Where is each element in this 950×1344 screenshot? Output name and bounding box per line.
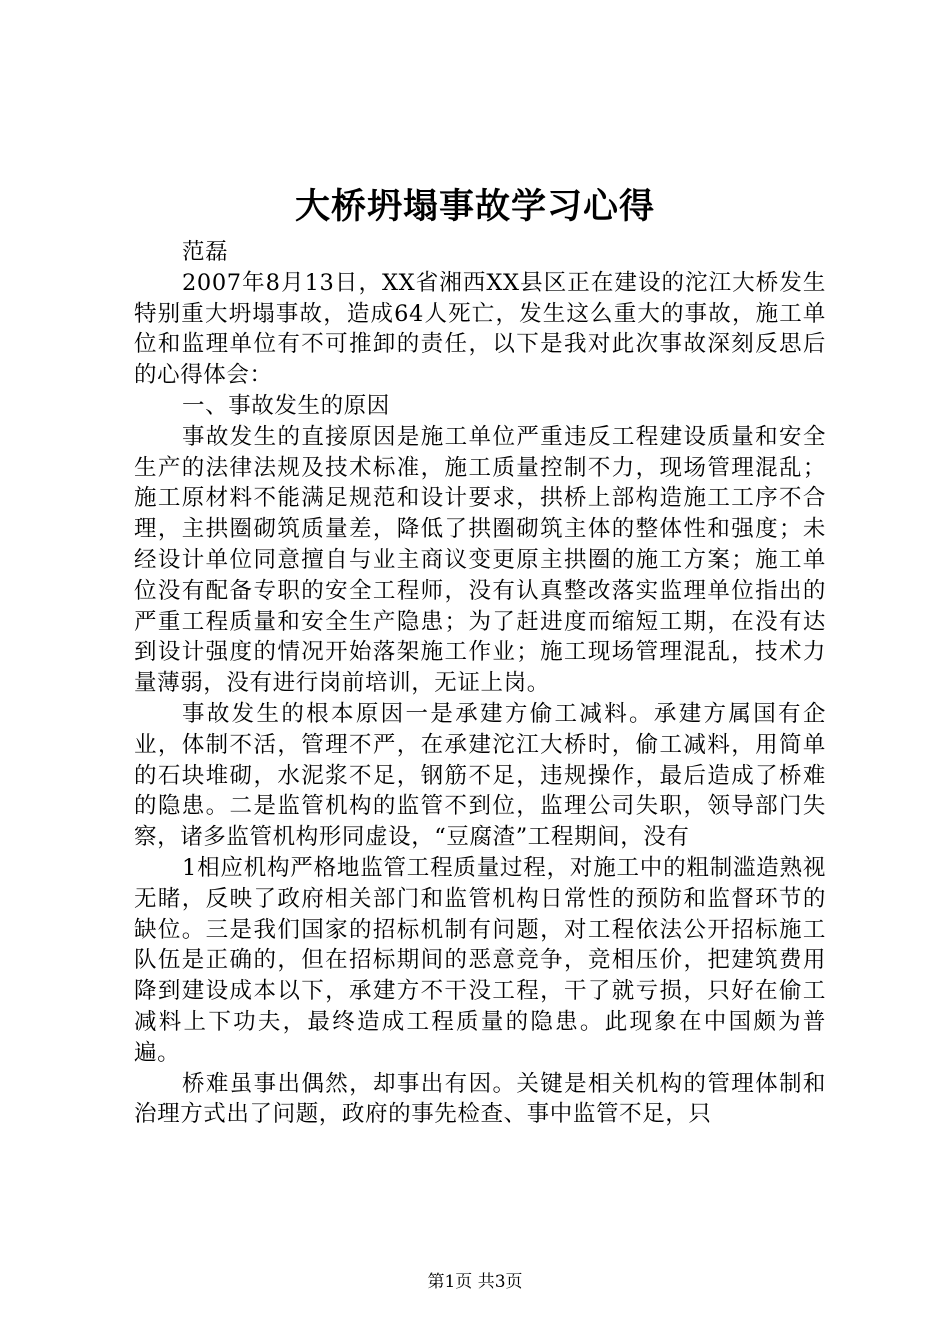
page-footer: 第1页 共3页 (427, 1272, 523, 1292)
section-heading: 一、事故发生的原因 (182, 392, 390, 419)
paragraph-supervision: 1相应机构严格地监管工程质量过程，对施工中的粗制滥造熟视无睹，反映了政府相关部门和监管机构日常性的预防和监督环节的缺位。三是我们国家的招标机制有问题，对工程依法公开招标施工队伍是正确的，但在招标期间的恶意竞争，竞相压价，把建筑费用降到建设成本以下，承建方不干没工程，干了就亏损，只好在偷工减料上下功夫，最终造成工程质量的隐患。此现象在中国颇为普遍。 (134, 854, 826, 1066)
paragraph-intro: 2007年8月13日，XX省湘西XX县区正在建设的沱江大桥发生特别重大坍塌事故，造成64人死亡，发生这么重大的事故，施工单位和监理单位有不可推卸的责任，以下是我对此次事故深刻反思后的心得体会： (134, 269, 826, 389)
author-line: 范磊 (182, 239, 229, 265)
paragraph-direct-cause: 事故发生的直接原因是施工单位严重违反工程建设质量和安全生产的法律法规及技术标准，施工质量控制不力，现场管理混乱；施工原材料不能满足规范和设计要求，拱桥上部构造施工工序不合理，主拱圈砌筑质量差，降低了拱圈砌筑主体的整体性和强度；未经设计单位同意擅自与业主商议变更原主拱圈的施工方案；施工单位没有配备专职的安全工程师，没有认真整改落实监理单位指出的严重工程质量和安全生产隐患；为了赶进度而缩短工期，在没有达到设计强度的情况开始落架施工作业；施工现场管理混乱，技术力量薄弱，没有进行岗前培训，无证上岗。 (134, 423, 826, 697)
document-title: 大桥坍塌事故学习心得 (294, 186, 655, 227)
document-body (134, 237, 826, 1130)
paragraph-conclusion: 桥难虽事出偶然，却事出有因。关键是相关机构的管理体制和治理方式出了问题，政府的事先检查、事中监管不足，只 (134, 1070, 826, 1128)
paragraph-root-cause: 事故发生的根本原因一是承建方偷工减料。承建方属国有企业，体制不活，管理不严，在承建沱江大桥时，偷工减料，用简单的石块堆砌，水泥浆不足，钢筋不足，违规操作，最后造成了桥难的隐患。二是监管机构的监管不到位，监理公司失职，领导部门失察，诸多监管机构形同虚设，“豆腐渣”工程期间，没有 (134, 700, 826, 851)
